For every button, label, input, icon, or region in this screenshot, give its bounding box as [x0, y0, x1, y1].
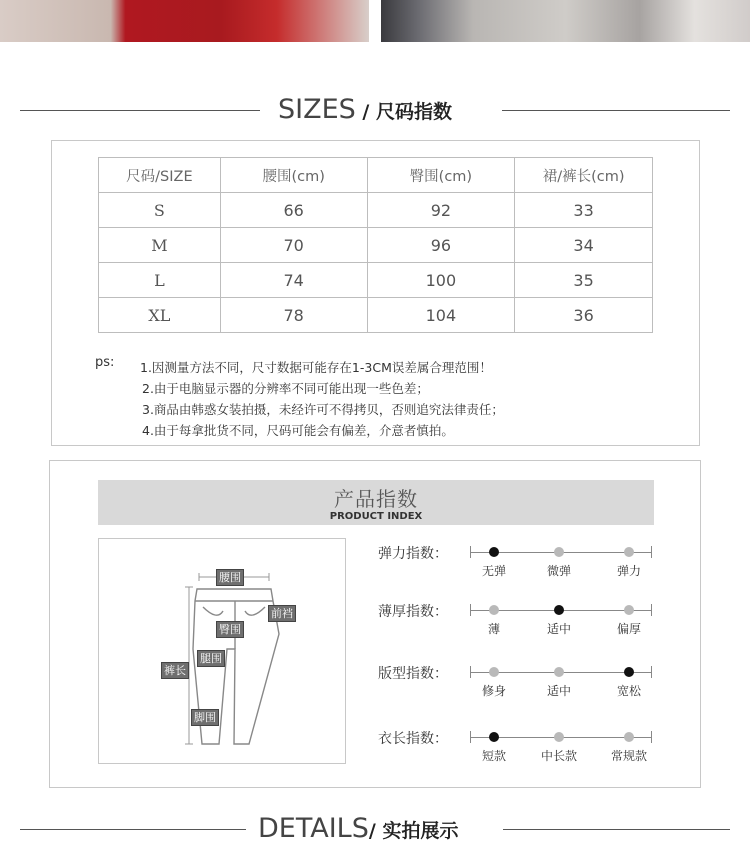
scale-dot	[624, 605, 634, 615]
table-row	[99, 228, 653, 263]
table-header-row	[99, 158, 653, 193]
table-cell: 96	[367, 228, 515, 263]
note-line: 3.商品由韩惑女装拍摄，未经许可不得拷贝，否则追究法律责任；	[142, 402, 504, 417]
index-option-label: 偏厚	[616, 622, 642, 636]
size-table	[98, 157, 653, 333]
index-option-label: 短款	[481, 749, 507, 763]
product-index-title-zh: 产品指数	[334, 487, 418, 511]
scale-tick	[651, 604, 652, 616]
scale-dot	[624, 547, 634, 557]
details-heading	[258, 813, 458, 844]
table-header-cell: 尺码/SIZE	[99, 158, 221, 193]
table-cell-size: S	[99, 193, 221, 228]
index-option-label: 修身	[481, 684, 507, 698]
table-header-cell: 裙/裤长(cm)	[515, 158, 653, 193]
note-line: 1.因测量方法不同，尺寸数据可能存在1-3CM误差属合理范围！	[140, 360, 492, 375]
diagram-label-length: 裤长	[161, 662, 189, 679]
scale-dot	[554, 667, 564, 677]
index-option-label: 宽松	[616, 684, 642, 698]
notes-ps-label: ps:	[95, 355, 115, 370]
details-heading-zh: 实拍展示	[382, 820, 459, 842]
table-cell: 35	[515, 263, 653, 298]
product-index-banner	[98, 480, 654, 525]
product-photo-right	[381, 0, 750, 42]
table-cell: 34	[515, 228, 653, 263]
scale-dot-selected	[624, 667, 634, 677]
table-cell: 74	[220, 263, 367, 298]
table-cell: 66	[220, 193, 367, 228]
index-option-label: 中长款	[540, 749, 578, 763]
table-header-cell: 臀围(cm)	[367, 158, 515, 193]
sizes-heading	[278, 94, 452, 125]
scale-tick	[651, 666, 652, 678]
scale-tick	[470, 731, 471, 743]
index-option-label: 适中	[546, 622, 572, 636]
notes-list	[140, 357, 504, 441]
diagram-label-hip: 臀围	[216, 621, 244, 638]
scale-tick	[651, 546, 652, 558]
scale-dot	[554, 732, 564, 742]
table-row	[99, 193, 653, 228]
diagram-label-waist: 腰围	[216, 569, 244, 586]
index-option-label: 常规款	[610, 749, 648, 763]
diagram-label-front-rise: 前裆	[268, 605, 296, 622]
scale-tick	[470, 546, 471, 558]
scale-tick	[470, 604, 471, 616]
index-scale	[470, 666, 652, 678]
index-scale	[470, 546, 652, 558]
index-label: 版型指数：	[378, 666, 448, 682]
table-cell-size: XL	[99, 298, 221, 333]
divider-line	[503, 829, 730, 830]
sizes-heading-sep: /	[355, 101, 376, 123]
table-cell: 104	[367, 298, 515, 333]
scale-dot	[624, 732, 634, 742]
scale-dot	[554, 547, 564, 557]
index-option-label: 弹力	[616, 564, 642, 578]
scale-dot-selected	[489, 732, 499, 742]
index-scale	[470, 604, 652, 616]
index-scale	[470, 731, 652, 743]
table-cell: 36	[515, 298, 653, 333]
pants-measurement-diagram	[98, 538, 346, 764]
table-cell: 78	[220, 298, 367, 333]
index-option-label: 薄	[487, 622, 501, 636]
scale-dot	[489, 605, 499, 615]
diagram-label-hem: 脚围	[191, 709, 219, 726]
index-label: 衣长指数：	[378, 731, 448, 747]
table-row	[99, 263, 653, 298]
index-option-label: 适中	[546, 684, 572, 698]
table-cell-size: L	[99, 263, 221, 298]
sizes-heading-zh: 尺码指数	[375, 101, 452, 123]
table-cell: 92	[367, 193, 515, 228]
scale-dot	[489, 667, 499, 677]
product-index-title-en: PRODUCT INDEX	[329, 511, 423, 522]
index-label: 弹力指数：	[378, 546, 448, 562]
table-cell: 70	[220, 228, 367, 263]
table-header-cell: 腰围(cm)	[220, 158, 367, 193]
scale-dot-selected	[489, 547, 499, 557]
table-cell-size: M	[99, 228, 221, 263]
table-cell: 33	[515, 193, 653, 228]
divider-line	[20, 110, 260, 111]
scale-dot-selected	[554, 605, 564, 615]
index-label: 薄厚指数：	[378, 604, 448, 620]
scale-tick	[651, 731, 652, 743]
divider-line	[502, 110, 730, 111]
note-line: 4.由于每拿批货不同，尺码可能会有偏差，介意者慎拍。	[142, 423, 454, 438]
product-photo-left	[0, 0, 369, 42]
details-heading-en: DETAILS	[258, 813, 369, 844]
index-option-label: 微弹	[546, 564, 572, 578]
sizes-heading-en: SIZES	[278, 94, 356, 125]
table-row	[99, 298, 653, 333]
note-line: 2.由于电脑显示器的分辨率不同可能出现一些色差；	[142, 381, 429, 396]
table-cell: 100	[367, 263, 515, 298]
index-option-label: 无弹	[481, 564, 507, 578]
diagram-label-thigh: 腿围	[197, 650, 225, 667]
divider-line	[20, 829, 246, 830]
details-heading-sep: /	[368, 820, 383, 842]
scale-tick	[470, 666, 471, 678]
